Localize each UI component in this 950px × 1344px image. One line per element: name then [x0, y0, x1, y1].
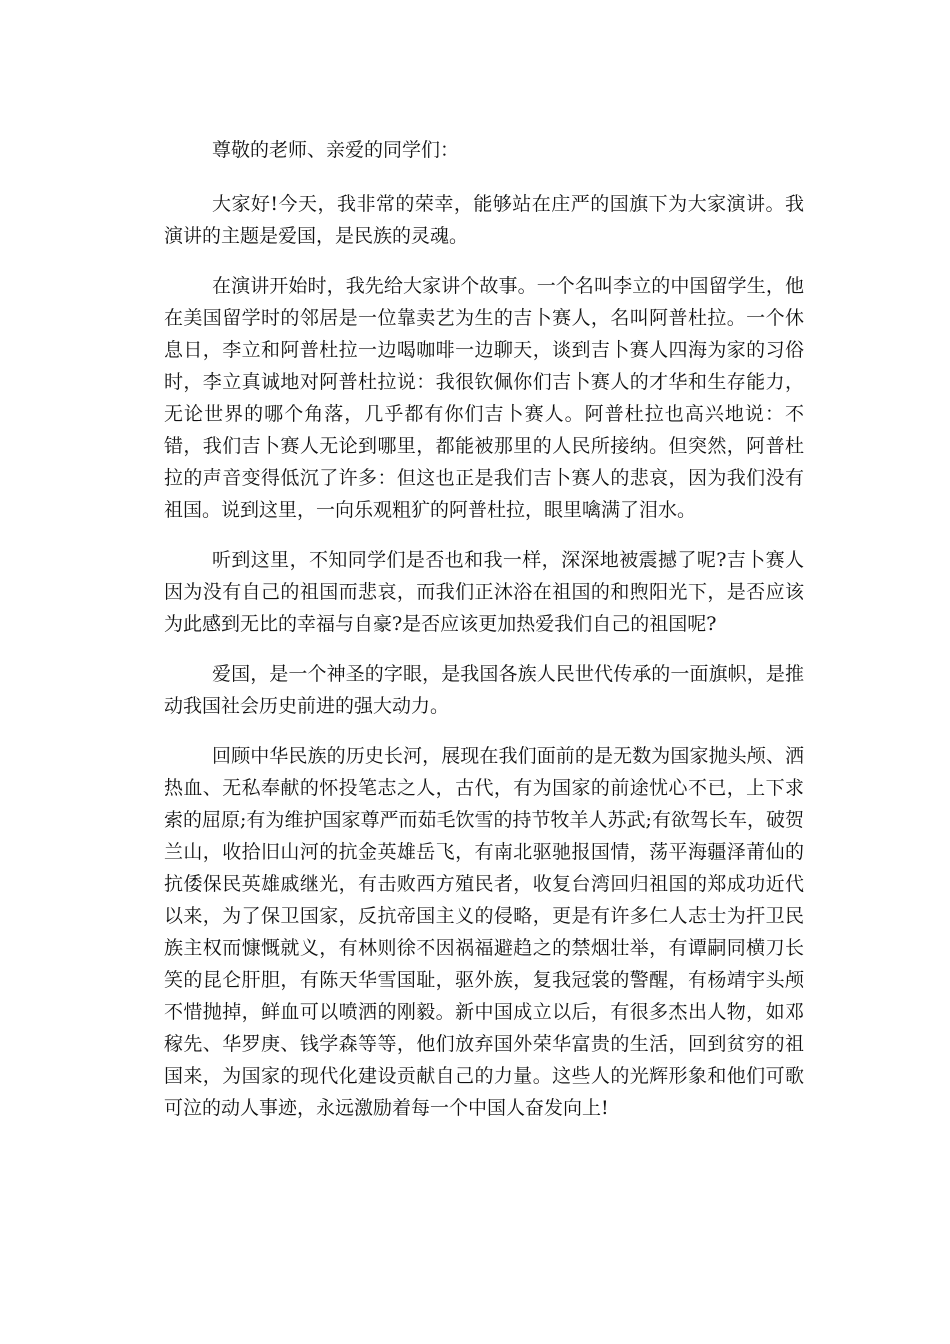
greeting-paragraph: 尊敬的老师、亲爱的同学们： — [212, 139, 460, 161]
story-paragraph: 在演讲开始时，我先给大家讲个故事。一个名叫李立的中国留学生，他在美国留学时的邻居是一位靠卖艺为生的吉卜赛人，名叫阿普杜拉。一个休息日，李立和阿普杜拉一边喝咖啡一边聊天，谈到吉卜赛人四海为家的习俗时，李立真诚地对阿普杜拉说：我很钦佩你们吉卜赛人的才华和生存能力，无论世界的哪个角落，几乎都有你们吉卜赛人。阿普杜拉也高兴地说：不错，我们吉卜赛人无论到哪里，都能被那里的人民所接纳。但突然，阿普杜拉的声音变得低沉了许多：但这也正是我们吉卜赛人的悲哀，因为我们没有祖国。说到这里，一向乐观粗犷的阿普杜拉，眼里噙满了泪水。 — [164, 275, 804, 521]
opening-paragraph: 大家好!今天，我非常的荣幸，能够站在庄严的国旗下为大家演讲。我演讲的主题是爱国，是民族的灵魂。 — [164, 193, 804, 247]
document-body — [164, 134, 804, 1142]
patriotism-definition-paragraph: 爱国，是一个神圣的字眼，是我国各族人民世代传承的一面旗帜，是推动我国社会历史前进的强大动力。 — [164, 663, 804, 717]
reflection-paragraph: 听到这里，不知同学们是否也和我一样，深深地被震撼了呢?吉卜赛人因为没有自己的祖国而悲哀，而我们正沐浴在祖国的和煦阳光下，是否应该为此感到无比的幸福与自豪?是否应该更加热爱我们自己的祖国呢? — [164, 549, 804, 635]
history-paragraph: 回顾中华民族的历史长河，展现在我们面前的是无数为国家抛头颅、洒热血、无私奉献的怀投笔志之人，古代，有为国家的前途忧心不已，上下求索的屈原;有为维护国家尊严而茹毛饮雪的持节牧羊人苏武;有欲驾长车，破贺兰山，收拾旧山河的抗金英雄岳飞，有南北驱驰报国情，荡平海疆泽莆仙的抗倭保民英雄戚继光，有击败西方殖民者，收复台湾回归祖国的郑成功近代以来，为了保卫国家，反抗帝国主义的侵略，更是有许多仁人志士为扞卫民族主权而慷慨就义，有林则徐不因祸福避趋之的禁烟壮举，有谭嗣同横刀长笑的昆仑肝胆，有陈天华雪国耻，驱外族，复我冠裳的警醒，有杨靖宇头颅不惜抛掉，鲜血可以喷洒的刚毅。新中国成立以后，有很多杰出人物，如邓稼先、华罗庚、钱学森等等，他们放弃国外荣华富贵的生活，回到贫穷的祖国来，为国家的现代化建设贡献自己的力量。这些人的光辉形象和他们可歌可泣的动人事迹，永远激励着每一个中国人奋发向上! — [164, 745, 804, 1119]
